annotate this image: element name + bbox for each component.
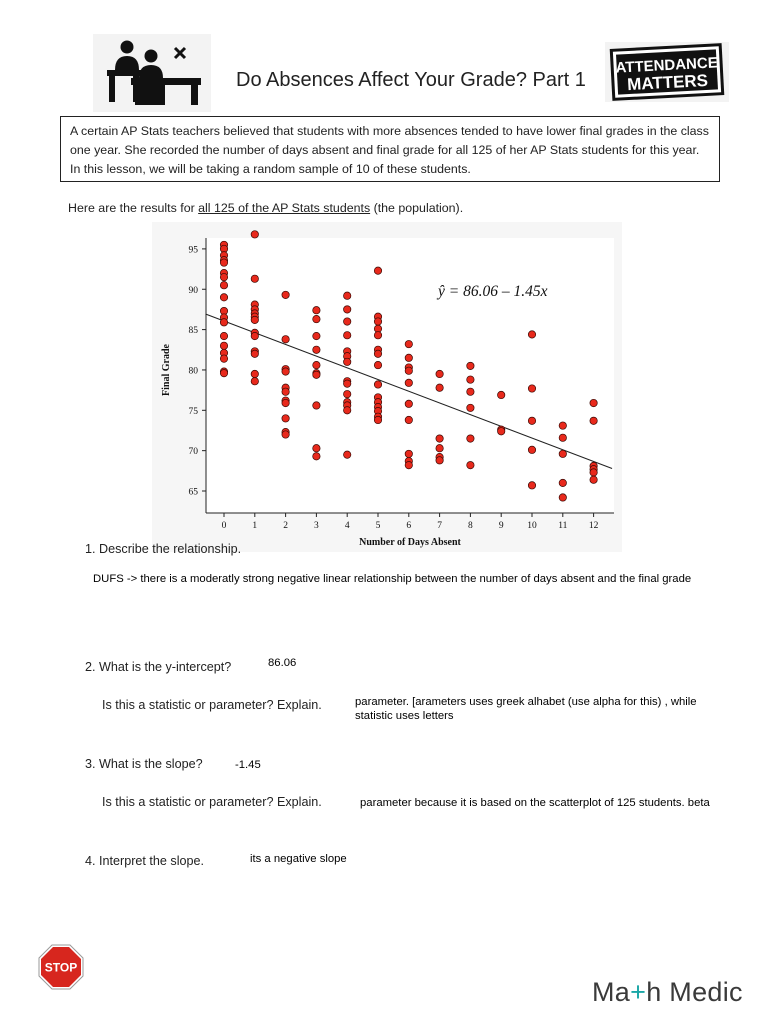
classroom-icon <box>93 34 211 112</box>
data-point <box>467 404 474 411</box>
question-2-number: 2. <box>85 660 96 674</box>
data-point <box>282 368 289 375</box>
data-point <box>251 332 258 339</box>
badge-line2: MATTERS <box>626 70 709 95</box>
math-medic-logo <box>592 977 743 1008</box>
x-tick-label: 8 <box>468 521 473 531</box>
question-3-sub-prompt: Is this a statistic or parameter? Explain. <box>102 795 322 809</box>
x-tick-label: 2 <box>283 521 288 531</box>
data-point <box>374 381 381 388</box>
data-point <box>251 350 258 357</box>
data-point <box>251 370 258 377</box>
stop-label: STOP <box>44 960 78 975</box>
data-point <box>405 367 412 374</box>
answer-1[interactable]: DUFS -> there is a moderatly strong negative linear relationship between the number of days absent and the final grade <box>93 573 692 585</box>
data-point <box>251 275 258 282</box>
stop-sign-icon <box>38 944 84 990</box>
y-tick-label: 95 <box>188 245 198 256</box>
data-point <box>282 336 289 343</box>
data-point <box>528 331 535 338</box>
scatterplot-svg <box>152 222 622 552</box>
data-point <box>344 390 351 397</box>
stop-sign <box>38 944 84 990</box>
data-point <box>220 319 227 326</box>
data-point <box>344 332 351 339</box>
data-point <box>220 273 227 280</box>
attendance-matters-logo <box>605 42 729 102</box>
data-point <box>374 361 381 368</box>
y-tick-label: 80 <box>188 366 198 377</box>
question-4-prompt: Interpret the slope. <box>99 854 205 868</box>
population-link: all 125 of the AP Stats students <box>198 201 371 215</box>
x-axis-label: Number of Days Absent <box>359 537 461 548</box>
attendance-badge-icon <box>605 42 729 102</box>
x-tick-label: 0 <box>221 521 227 531</box>
intro-box <box>60 116 720 182</box>
data-point <box>251 316 258 323</box>
brand-plus: + <box>630 977 647 1007</box>
answer-4[interactable]: its a negative slope <box>250 853 347 865</box>
data-point <box>313 402 320 409</box>
data-point <box>405 450 412 457</box>
data-point <box>467 362 474 369</box>
x-tick-label: 9 <box>498 521 504 531</box>
data-point <box>344 451 351 458</box>
brand-part1: Ma <box>592 977 631 1007</box>
data-point <box>344 358 351 365</box>
data-point <box>528 417 535 424</box>
question-4 <box>85 854 204 868</box>
answer-2-sub-line2[interactable]: statistic uses letters <box>355 710 454 722</box>
results-suffix: (the population). <box>370 201 464 215</box>
data-point <box>436 370 443 377</box>
data-point <box>528 482 535 489</box>
data-point <box>374 318 381 325</box>
question-1 <box>85 542 241 556</box>
y-tick-label: 85 <box>188 326 198 337</box>
brand-part2: h Medic <box>646 977 743 1007</box>
question-3-prompt: What is the slope? <box>99 757 203 771</box>
data-point <box>251 378 258 385</box>
data-point <box>344 306 351 313</box>
question-2-sub-prompt: Is this a statistic or parameter? Explain. <box>102 698 322 712</box>
data-point <box>313 361 320 368</box>
data-point <box>344 318 351 325</box>
data-point <box>344 292 351 299</box>
data-point <box>313 332 320 339</box>
data-point <box>559 434 566 441</box>
y-tick-label: 70 <box>188 447 198 458</box>
data-point <box>220 342 227 349</box>
y-tick-label: 75 <box>188 406 198 417</box>
data-point <box>590 417 597 424</box>
question-3 <box>85 757 203 771</box>
x-tick-label: 10 <box>527 521 537 531</box>
x-tick-label: 7 <box>437 521 442 531</box>
question-4-number: 4. <box>85 854 96 868</box>
data-point <box>467 388 474 395</box>
question-1-number: 1. <box>85 542 96 556</box>
data-point <box>344 407 351 414</box>
data-point <box>436 435 443 442</box>
data-point <box>251 231 258 238</box>
data-point <box>467 435 474 442</box>
y-tick-label: 65 <box>188 487 198 498</box>
data-point <box>313 445 320 452</box>
question-2 <box>85 660 231 674</box>
data-point <box>282 291 289 298</box>
data-point <box>436 457 443 464</box>
data-point <box>436 384 443 391</box>
data-point <box>559 479 566 486</box>
results-prefix: Here are the results for <box>68 201 199 215</box>
data-point <box>220 294 227 301</box>
data-point <box>344 380 351 387</box>
data-point <box>405 354 412 361</box>
data-point <box>220 369 227 376</box>
data-point <box>405 416 412 423</box>
y-tick-label: 90 <box>188 285 198 296</box>
y-axis-label: Final Grade <box>161 344 172 396</box>
data-point <box>374 350 381 357</box>
data-point <box>313 307 320 314</box>
data-point <box>405 379 412 386</box>
data-point <box>220 355 227 362</box>
data-point <box>374 416 381 423</box>
data-point <box>374 332 381 339</box>
data-point <box>282 399 289 406</box>
badge-line1: ATTENDANCE <box>615 54 719 77</box>
data-point <box>436 445 443 452</box>
data-point <box>559 494 566 501</box>
data-point <box>467 376 474 383</box>
x-tick-label: 12 <box>588 521 599 531</box>
data-point <box>498 391 505 398</box>
data-point <box>313 346 320 353</box>
x-tick-label: 1 <box>252 521 258 531</box>
scatterplot <box>152 222 622 552</box>
classroom-logo <box>93 34 211 112</box>
data-point <box>313 453 320 460</box>
data-point <box>528 446 535 453</box>
data-point <box>405 400 412 407</box>
question-2-prompt: What is the y-intercept? <box>99 660 232 674</box>
data-point <box>559 450 566 457</box>
data-point <box>313 315 320 322</box>
answer-3[interactable]: -1.45 <box>235 759 261 771</box>
data-point <box>590 476 597 483</box>
x-tick-label: 11 <box>558 521 568 531</box>
answer-2[interactable]: 86.06 <box>268 657 297 669</box>
data-point <box>220 282 227 289</box>
data-point <box>282 415 289 422</box>
x-tick-label: 4 <box>344 521 350 531</box>
data-point <box>220 259 227 266</box>
data-point <box>313 371 320 378</box>
data-point <box>467 461 474 468</box>
data-point <box>220 332 227 339</box>
data-point <box>282 431 289 438</box>
answer-2-sub-line1[interactable]: parameter. [arameters uses greek alhabet (use alpha for this) , while <box>355 696 697 708</box>
data-point <box>590 399 597 406</box>
page-title: Do Absences Affect Your Grade? Part 1 <box>236 69 586 91</box>
data-point <box>282 388 289 395</box>
x-tick-label: 6 <box>406 521 412 531</box>
question-1-prompt: Describe the relationship. <box>99 542 242 556</box>
question-3-number: 3. <box>85 757 96 771</box>
intro-text: A certain AP Stats teachers believed that students with more absences tended to have lower final grades in the class one year. She recorded the number of days absent and final grade for all 125 of her AP Stats students for this year. In this lesson, we will be taking a random sample of 10 of these students. <box>70 124 709 176</box>
data-point <box>405 340 412 347</box>
data-point <box>528 385 535 392</box>
data-point <box>559 422 566 429</box>
data-point <box>405 461 412 468</box>
data-point <box>590 469 597 476</box>
data-point <box>374 267 381 274</box>
data-point <box>498 428 505 435</box>
x-tick-label: 5 <box>375 521 381 531</box>
regression-equation: ŷ = 86.06 – 1.45x <box>438 283 548 300</box>
answer-3-sub[interactable]: parameter because it is based on the scatterplot of 125 students. beta <box>360 797 710 809</box>
x-tick-label: 3 <box>314 521 319 531</box>
results-line <box>68 201 463 215</box>
